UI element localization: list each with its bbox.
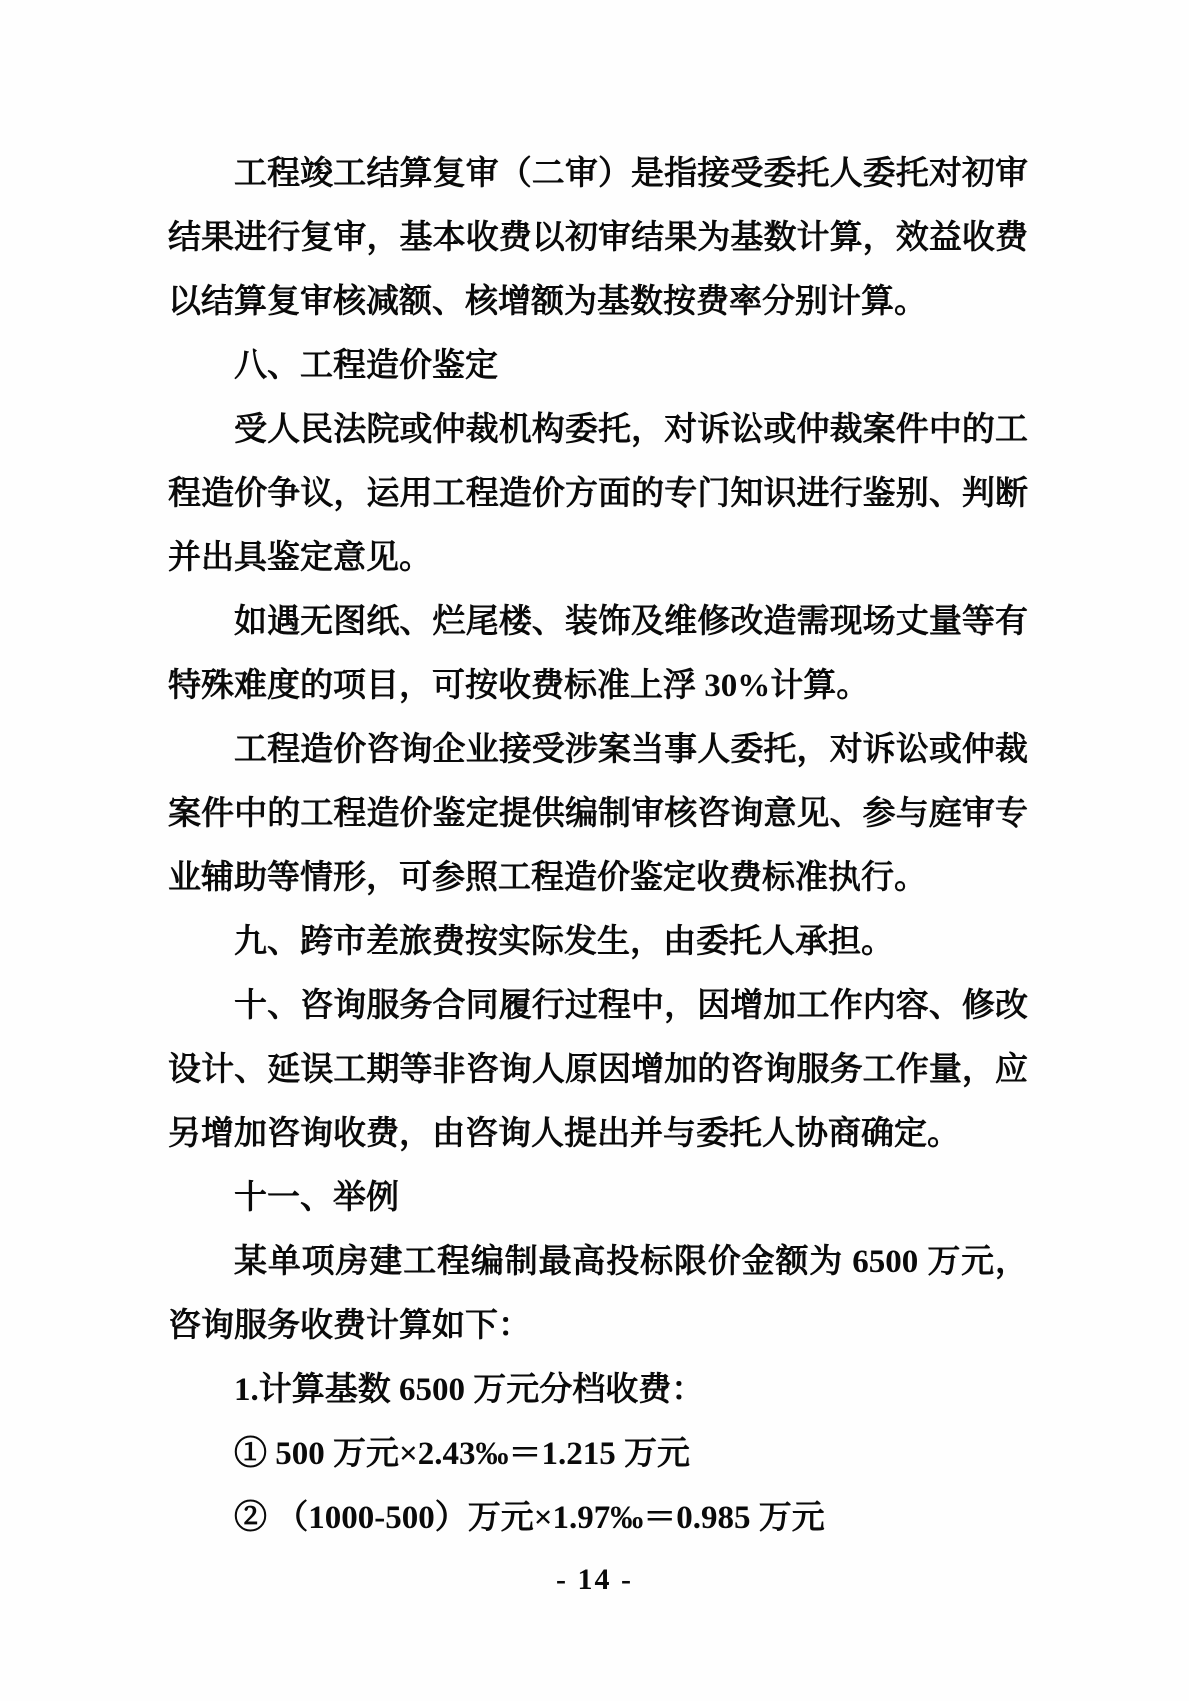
heading-section-8: 八、工程造价鉴定 <box>234 348 498 384</box>
paragraph-closing-review: 工程竣工结算复审（二审）是指接受委托人委托对初审结果进行复审，基本收费以初审结果为基数计算，效益收费以结算复审核减额、核增额为基数按费率分别计算。 <box>168 156 1028 320</box>
paragraph-special-difficulty: 如遇无图纸、烂尾楼、装饰及维修改造需现场丈量等有特殊难度的项目，可按收费标准上浮 30%计算。 <box>168 604 1028 704</box>
document-body <box>168 142 1028 1550</box>
paragraph-formula-2: ② （1000-500）万元×1.97‰＝0.985 万元 <box>234 1500 825 1536</box>
heading-section-9: 九、跨市差旅费按实际发生，由委托人承担。 <box>234 924 894 960</box>
paragraph-contract-change: 十、咨询服务合同履行过程中，因增加工作内容、修改设计、延误工期等非咨询人原因增加的咨询服务工作量，应另增加咨询收费，由咨询人提出并与委托人协商确定。 <box>168 988 1028 1152</box>
paragraph-example-intro: 某单项房建工程编制最高投标限价金额为 6500 万元，咨询服务收费计算如下： <box>168 1244 1028 1344</box>
paragraph-formula-1: ① 500 万元×2.43‰＝1.215 万元 <box>234 1436 691 1472</box>
heading-section-11: 十一、举例 <box>234 1180 399 1216</box>
paragraph-step-1: 1.计算基数 6500 万元分档收费： <box>234 1372 705 1408</box>
page-number: - 14 - <box>556 1563 633 1596</box>
paragraph-litigation-consulting: 工程造价咨询企业接受涉案当事人委托，对诉讼或仲裁案件中的工程造价鉴定提供编制审核咨询意见、参与庭审专业辅助等情形，可参照工程造价鉴定收费标准执行。 <box>168 732 1028 896</box>
paragraph-appraisal-definition: 受人民法院或仲裁机构委托，对诉讼或仲裁案件中的工程造价争议，运用工程造价方面的专门知识进行鉴别、判断并出具鉴定意见。 <box>168 412 1028 576</box>
